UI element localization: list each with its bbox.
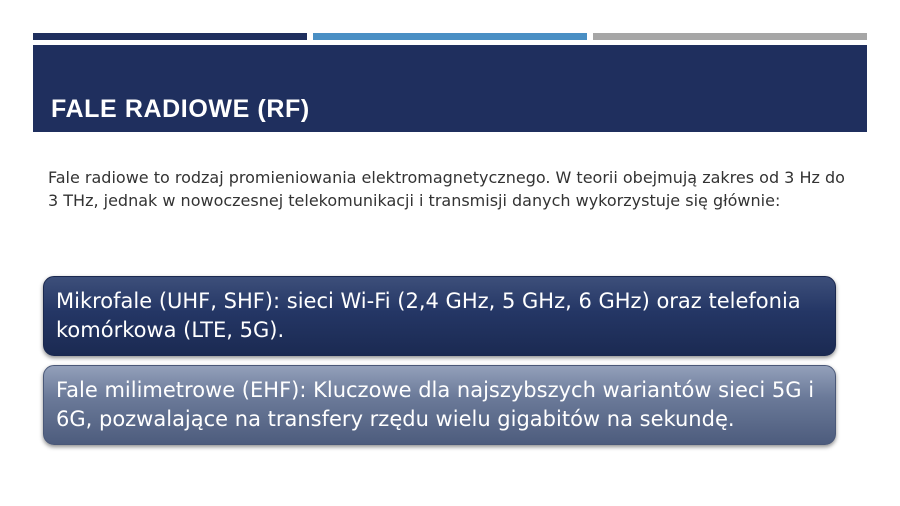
list-item-millimeter-waves [43, 365, 836, 445]
list-item-text: Mikrofale (UHF, SHF): sieci Wi-Fi (2,4 GHz, 5 GHz, 6 GHz) oraz telefonia komórkowa (LTE, 5G). [56, 289, 801, 342]
accent-bar-gray [593, 33, 867, 40]
accent-bar-navy [33, 33, 307, 40]
list-item-text: Fale milimetrowe (EHF): Kluczowe dla najszybszych wariantów sieci 5G i 6G, pozwalające na transfery rzędu wielu gigabitów na sekundę. [56, 378, 815, 431]
accent-bar-blue [313, 33, 587, 40]
list-item-microwaves [43, 276, 836, 356]
title-band [33, 45, 867, 132]
slide-title: FALE RADIOWE (RF) [51, 95, 310, 123]
intro-paragraph: Fale radiowe to rodzaj promieniowania elektromagnetycznego. W teorii obejmują zakres od 3 Hz do 3 THz, jednak w nowoczesnej telekomunikacji i transmisji danych wykorzystuje się głównie: [48, 168, 845, 210]
